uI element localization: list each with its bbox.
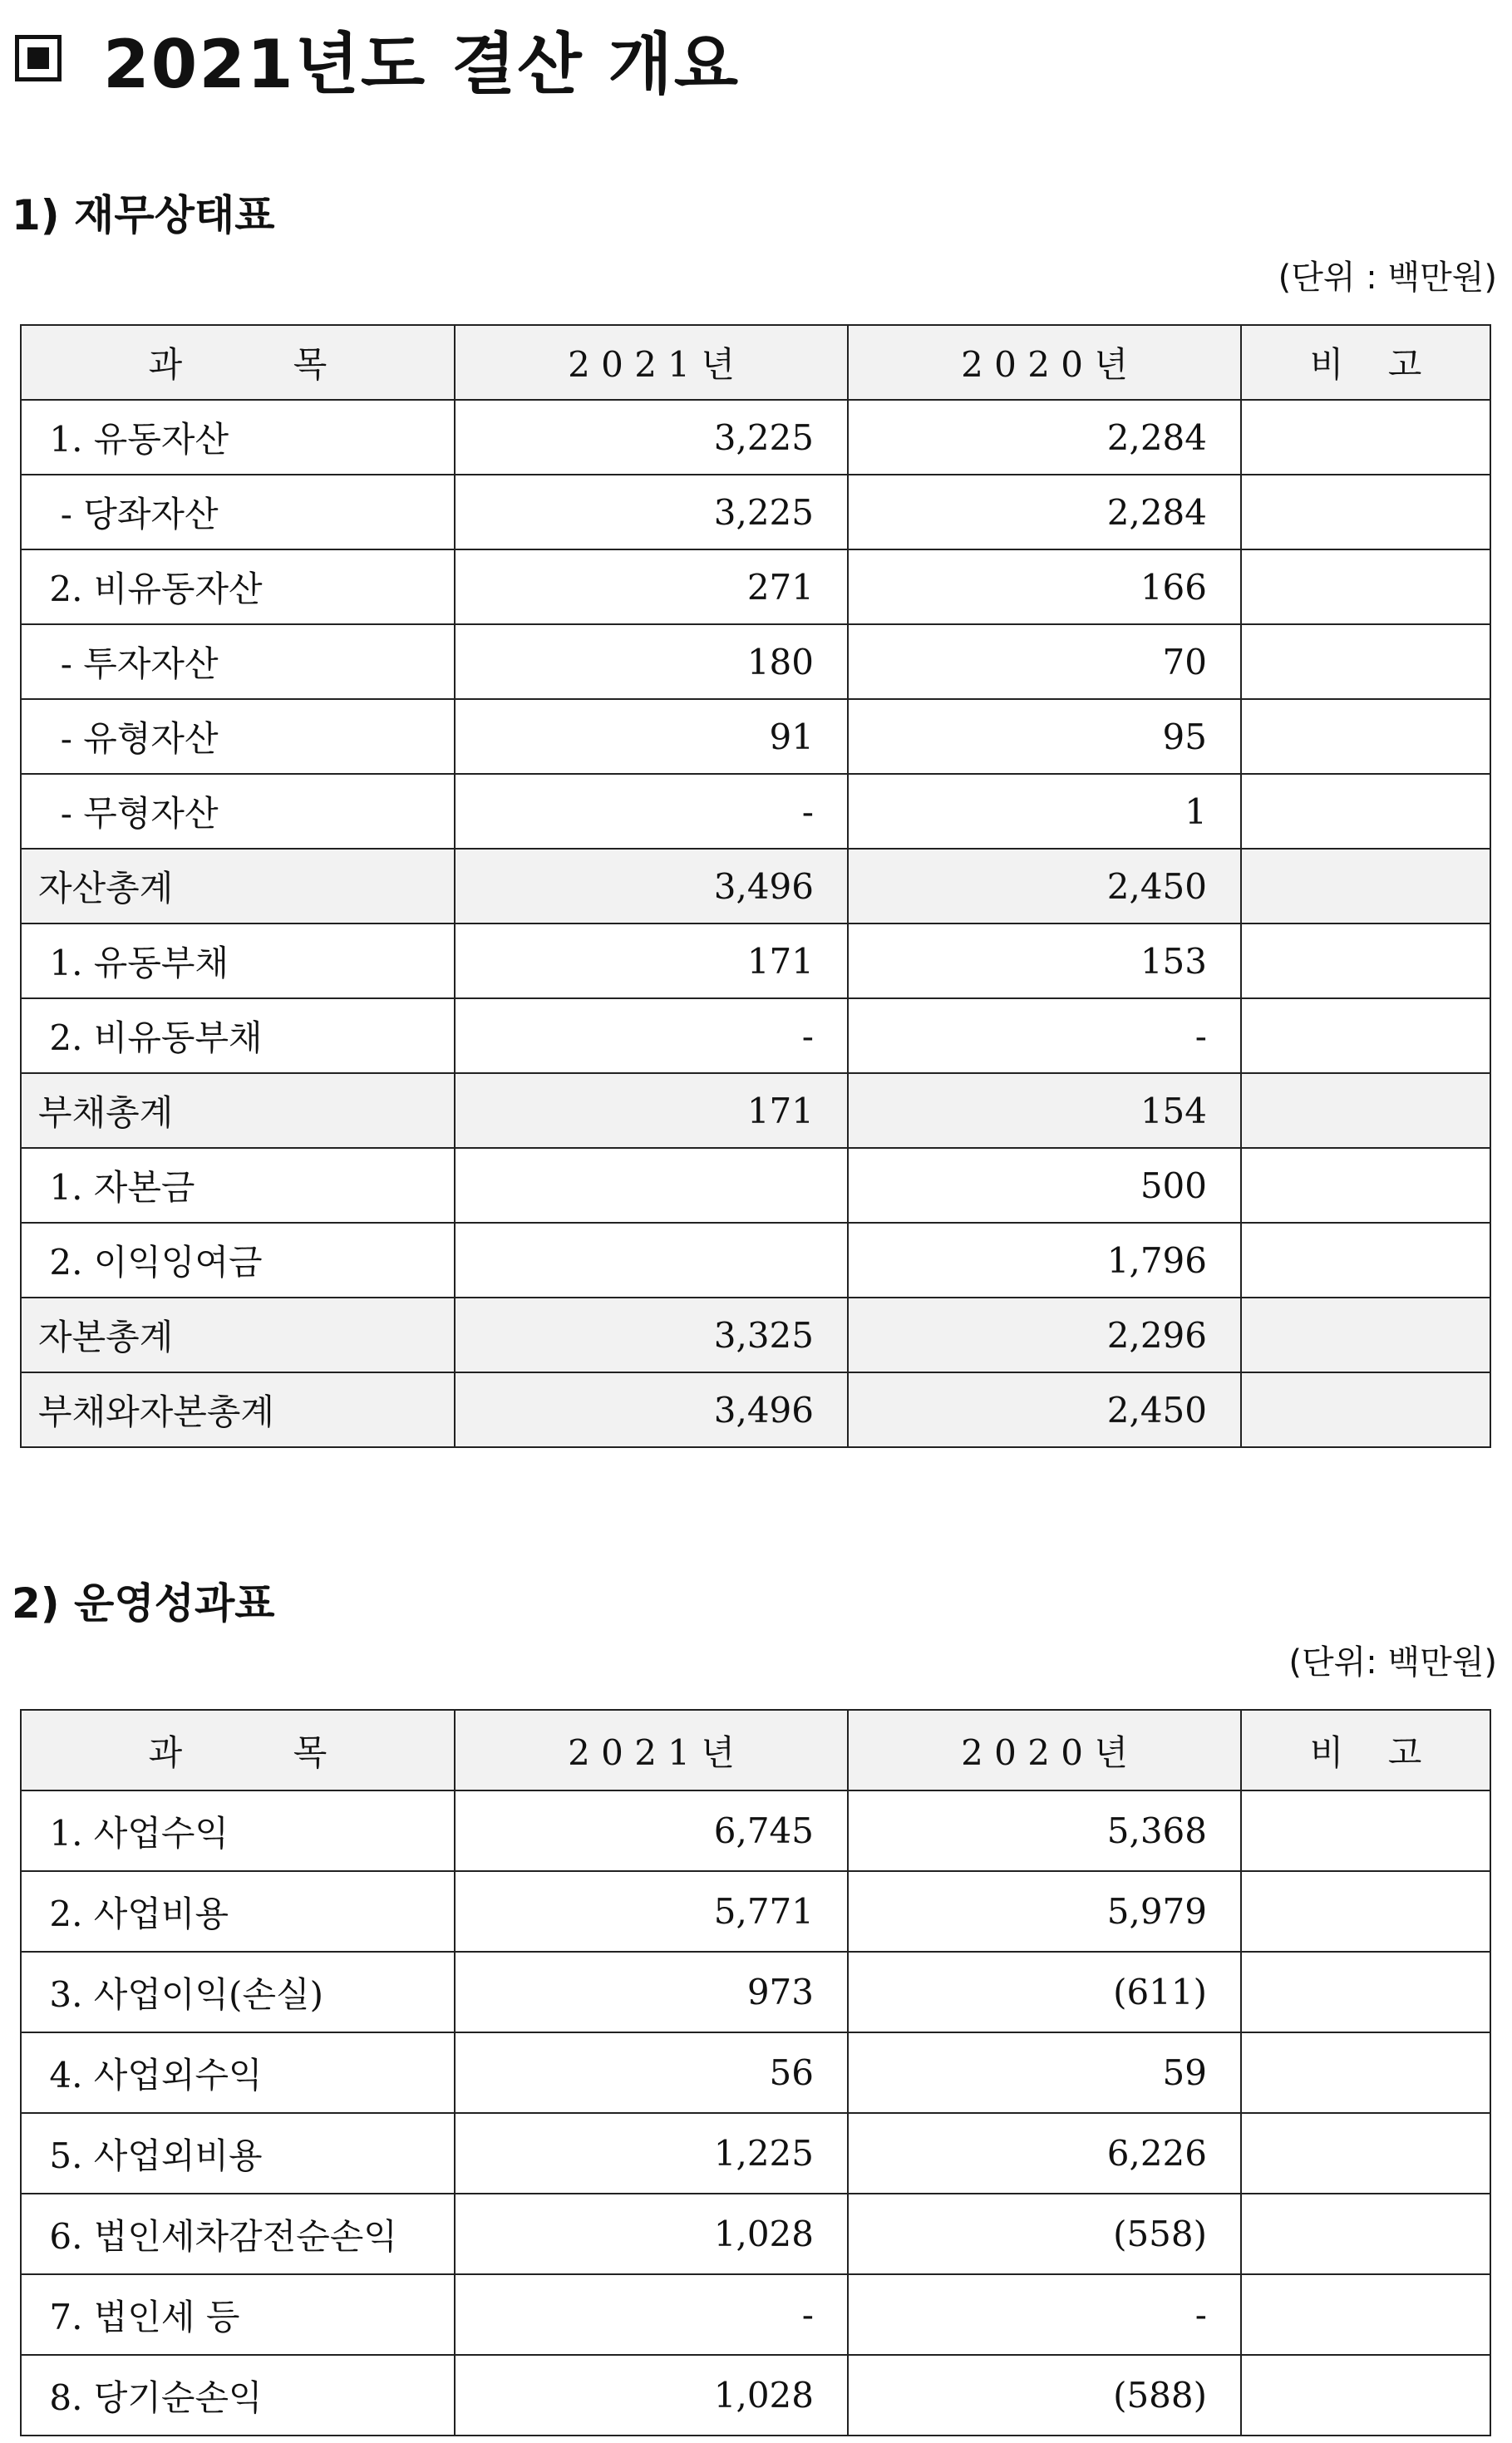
row-label: 3. 사업이익(손실) — [21, 1952, 455, 2032]
value-2021: - — [455, 774, 848, 849]
value-2020: 153 — [848, 924, 1241, 998]
value-2021: 3,225 — [455, 475, 848, 549]
table-row — [21, 1148, 1490, 1223]
note-cell — [1241, 475, 1490, 549]
row-label: 2. 비유동부채 — [21, 998, 455, 1073]
value-2020: 70 — [848, 624, 1241, 699]
note-cell — [1241, 1372, 1490, 1447]
value-2020: 95 — [848, 699, 1241, 774]
row-label: 2. 사업비용 — [21, 1871, 455, 1952]
note-cell — [1241, 1148, 1490, 1223]
table-row — [21, 2113, 1490, 2194]
value-2021: 3,496 — [455, 1372, 848, 1447]
note-cell — [1241, 699, 1490, 774]
note-cell — [1241, 624, 1490, 699]
value-2020: 5,979 — [848, 1871, 1241, 1952]
value-2021: 56 — [455, 2032, 848, 2113]
row-label: 자산총계 — [21, 849, 455, 924]
value-2021 — [455, 1148, 848, 1223]
note-cell — [1241, 1298, 1490, 1372]
value-2020: 6,226 — [848, 2113, 1241, 2194]
note-cell — [1241, 1073, 1490, 1148]
balance-sheet-table — [20, 324, 1491, 1448]
value-2021: 171 — [455, 1073, 848, 1148]
value-2021: 180 — [455, 624, 848, 699]
value-2020: 2,284 — [848, 400, 1241, 475]
note-cell — [1241, 2355, 1490, 2436]
row-label: - 유형자산 — [21, 699, 455, 774]
value-2021: 5,771 — [455, 1871, 848, 1952]
header-note: 비 고 — [1241, 325, 1490, 400]
row-label: 4. 사업외수익 — [21, 2032, 455, 2113]
header-item: 과 목 — [21, 325, 455, 400]
row-label: 6. 법인세차감전순손익 — [21, 2194, 455, 2274]
page-title-text: 2021년도 결산 개요 — [103, 25, 741, 103]
row-label: 부채와자본총계 — [21, 1372, 455, 1447]
square-bullet-icon — [15, 35, 62, 81]
row-label: 1. 유동부채 — [21, 924, 455, 998]
value-2020: 2,284 — [848, 475, 1241, 549]
note-cell — [1241, 998, 1490, 1073]
header-item: 과 목 — [21, 1710, 455, 1790]
row-label: 2. 이익잉여금 — [21, 1223, 455, 1298]
value-2020: 154 — [848, 1073, 1241, 1148]
value-2021: 6,745 — [455, 1790, 848, 1871]
note-cell — [1241, 849, 1490, 924]
row-label: 8. 당기순손익 — [21, 2355, 455, 2436]
value-2021: 3,325 — [455, 1298, 848, 1372]
value-2021: 171 — [455, 924, 848, 998]
table-row — [21, 924, 1490, 998]
row-label: 5. 사업외비용 — [21, 2113, 455, 2194]
value-2020: (558) — [848, 2194, 1241, 2274]
note-cell — [1241, 1871, 1490, 1952]
table-row — [21, 1952, 1490, 2032]
total-row — [21, 849, 1490, 924]
header-2020: 2 0 2 0 년 — [848, 325, 1241, 400]
table-row — [21, 1790, 1490, 1871]
value-2021: 3,225 — [455, 400, 848, 475]
header-note: 비 고 — [1241, 1710, 1490, 1790]
table-row — [21, 1871, 1490, 1952]
row-label: - 당좌자산 — [21, 475, 455, 549]
value-2021: 973 — [455, 1952, 848, 2032]
note-cell — [1241, 1790, 1490, 1871]
value-2020: 2,296 — [848, 1298, 1241, 1372]
value-2020: 2,450 — [848, 849, 1241, 924]
header-2021: 2 0 2 1 년 — [455, 325, 848, 400]
value-2020: 1,796 — [848, 1223, 1241, 1298]
table-header-row — [21, 1710, 1490, 1790]
table-row — [21, 2194, 1490, 2274]
table-row — [21, 624, 1490, 699]
income-statement-title: 2) 운영성과표 — [12, 1579, 275, 1628]
value-2021: 1,225 — [455, 2113, 848, 2194]
table-row — [21, 998, 1490, 1073]
note-cell — [1241, 549, 1490, 624]
header-2021: 2 0 2 1 년 — [455, 1710, 848, 1790]
total-row — [21, 1298, 1490, 1372]
value-2020: 166 — [848, 549, 1241, 624]
income-statement-unit: (단위: 백만원) — [1288, 1643, 1497, 1682]
row-label: 자본총계 — [21, 1298, 455, 1372]
value-2020: 59 — [848, 2032, 1241, 2113]
table-row — [21, 400, 1490, 475]
table-row — [21, 2355, 1490, 2436]
income-statement-table — [20, 1709, 1491, 2436]
value-2020: 1 — [848, 774, 1241, 849]
value-2021: 271 — [455, 549, 848, 624]
value-2021: 91 — [455, 699, 848, 774]
row-label: 1. 유동자산 — [21, 400, 455, 475]
value-2021 — [455, 1223, 848, 1298]
row-label: 부채총계 — [21, 1073, 455, 1148]
total-row — [21, 1372, 1490, 1447]
table-row — [21, 699, 1490, 774]
row-label: 2. 비유동자산 — [21, 549, 455, 624]
note-cell — [1241, 2274, 1490, 2355]
table-row — [21, 549, 1490, 624]
table-row — [21, 1223, 1490, 1298]
note-cell — [1241, 774, 1490, 849]
row-label: 7. 법인세 등 — [21, 2274, 455, 2355]
value-2021: 1,028 — [455, 2355, 848, 2436]
row-label: 1. 자본금 — [21, 1148, 455, 1223]
value-2020: 2,450 — [848, 1372, 1241, 1447]
value-2021: - — [455, 2274, 848, 2355]
balance-sheet-title: 1) 재무상태표 — [12, 191, 275, 239]
value-2021: 1,028 — [455, 2194, 848, 2274]
note-cell — [1241, 1223, 1490, 1298]
value-2020: 5,368 — [848, 1790, 1241, 1871]
note-cell — [1241, 400, 1490, 475]
balance-sheet-unit: (단위 : 백만원) — [1278, 258, 1497, 297]
row-label: - 투자자산 — [21, 624, 455, 699]
note-cell — [1241, 2032, 1490, 2113]
row-label: 1. 사업수익 — [21, 1790, 455, 1871]
note-cell — [1241, 1952, 1490, 2032]
note-cell — [1241, 2194, 1490, 2274]
table-header-row — [21, 325, 1490, 400]
note-cell — [1241, 924, 1490, 998]
value-2020: - — [848, 998, 1241, 1073]
value-2020: - — [848, 2274, 1241, 2355]
value-2021: 3,496 — [455, 849, 848, 924]
total-row — [21, 1073, 1490, 1148]
table-row — [21, 2274, 1490, 2355]
table-row — [21, 2032, 1490, 2113]
value-2020: (588) — [848, 2355, 1241, 2436]
table-row — [21, 774, 1490, 849]
value-2020: (611) — [848, 1952, 1241, 2032]
value-2020: 500 — [848, 1148, 1241, 1223]
page-title — [15, 17, 741, 103]
table-row — [21, 475, 1490, 549]
note-cell — [1241, 2113, 1490, 2194]
row-label: - 무형자산 — [21, 774, 455, 849]
header-2020: 2 0 2 0 년 — [848, 1710, 1241, 1790]
value-2021: - — [455, 998, 848, 1073]
